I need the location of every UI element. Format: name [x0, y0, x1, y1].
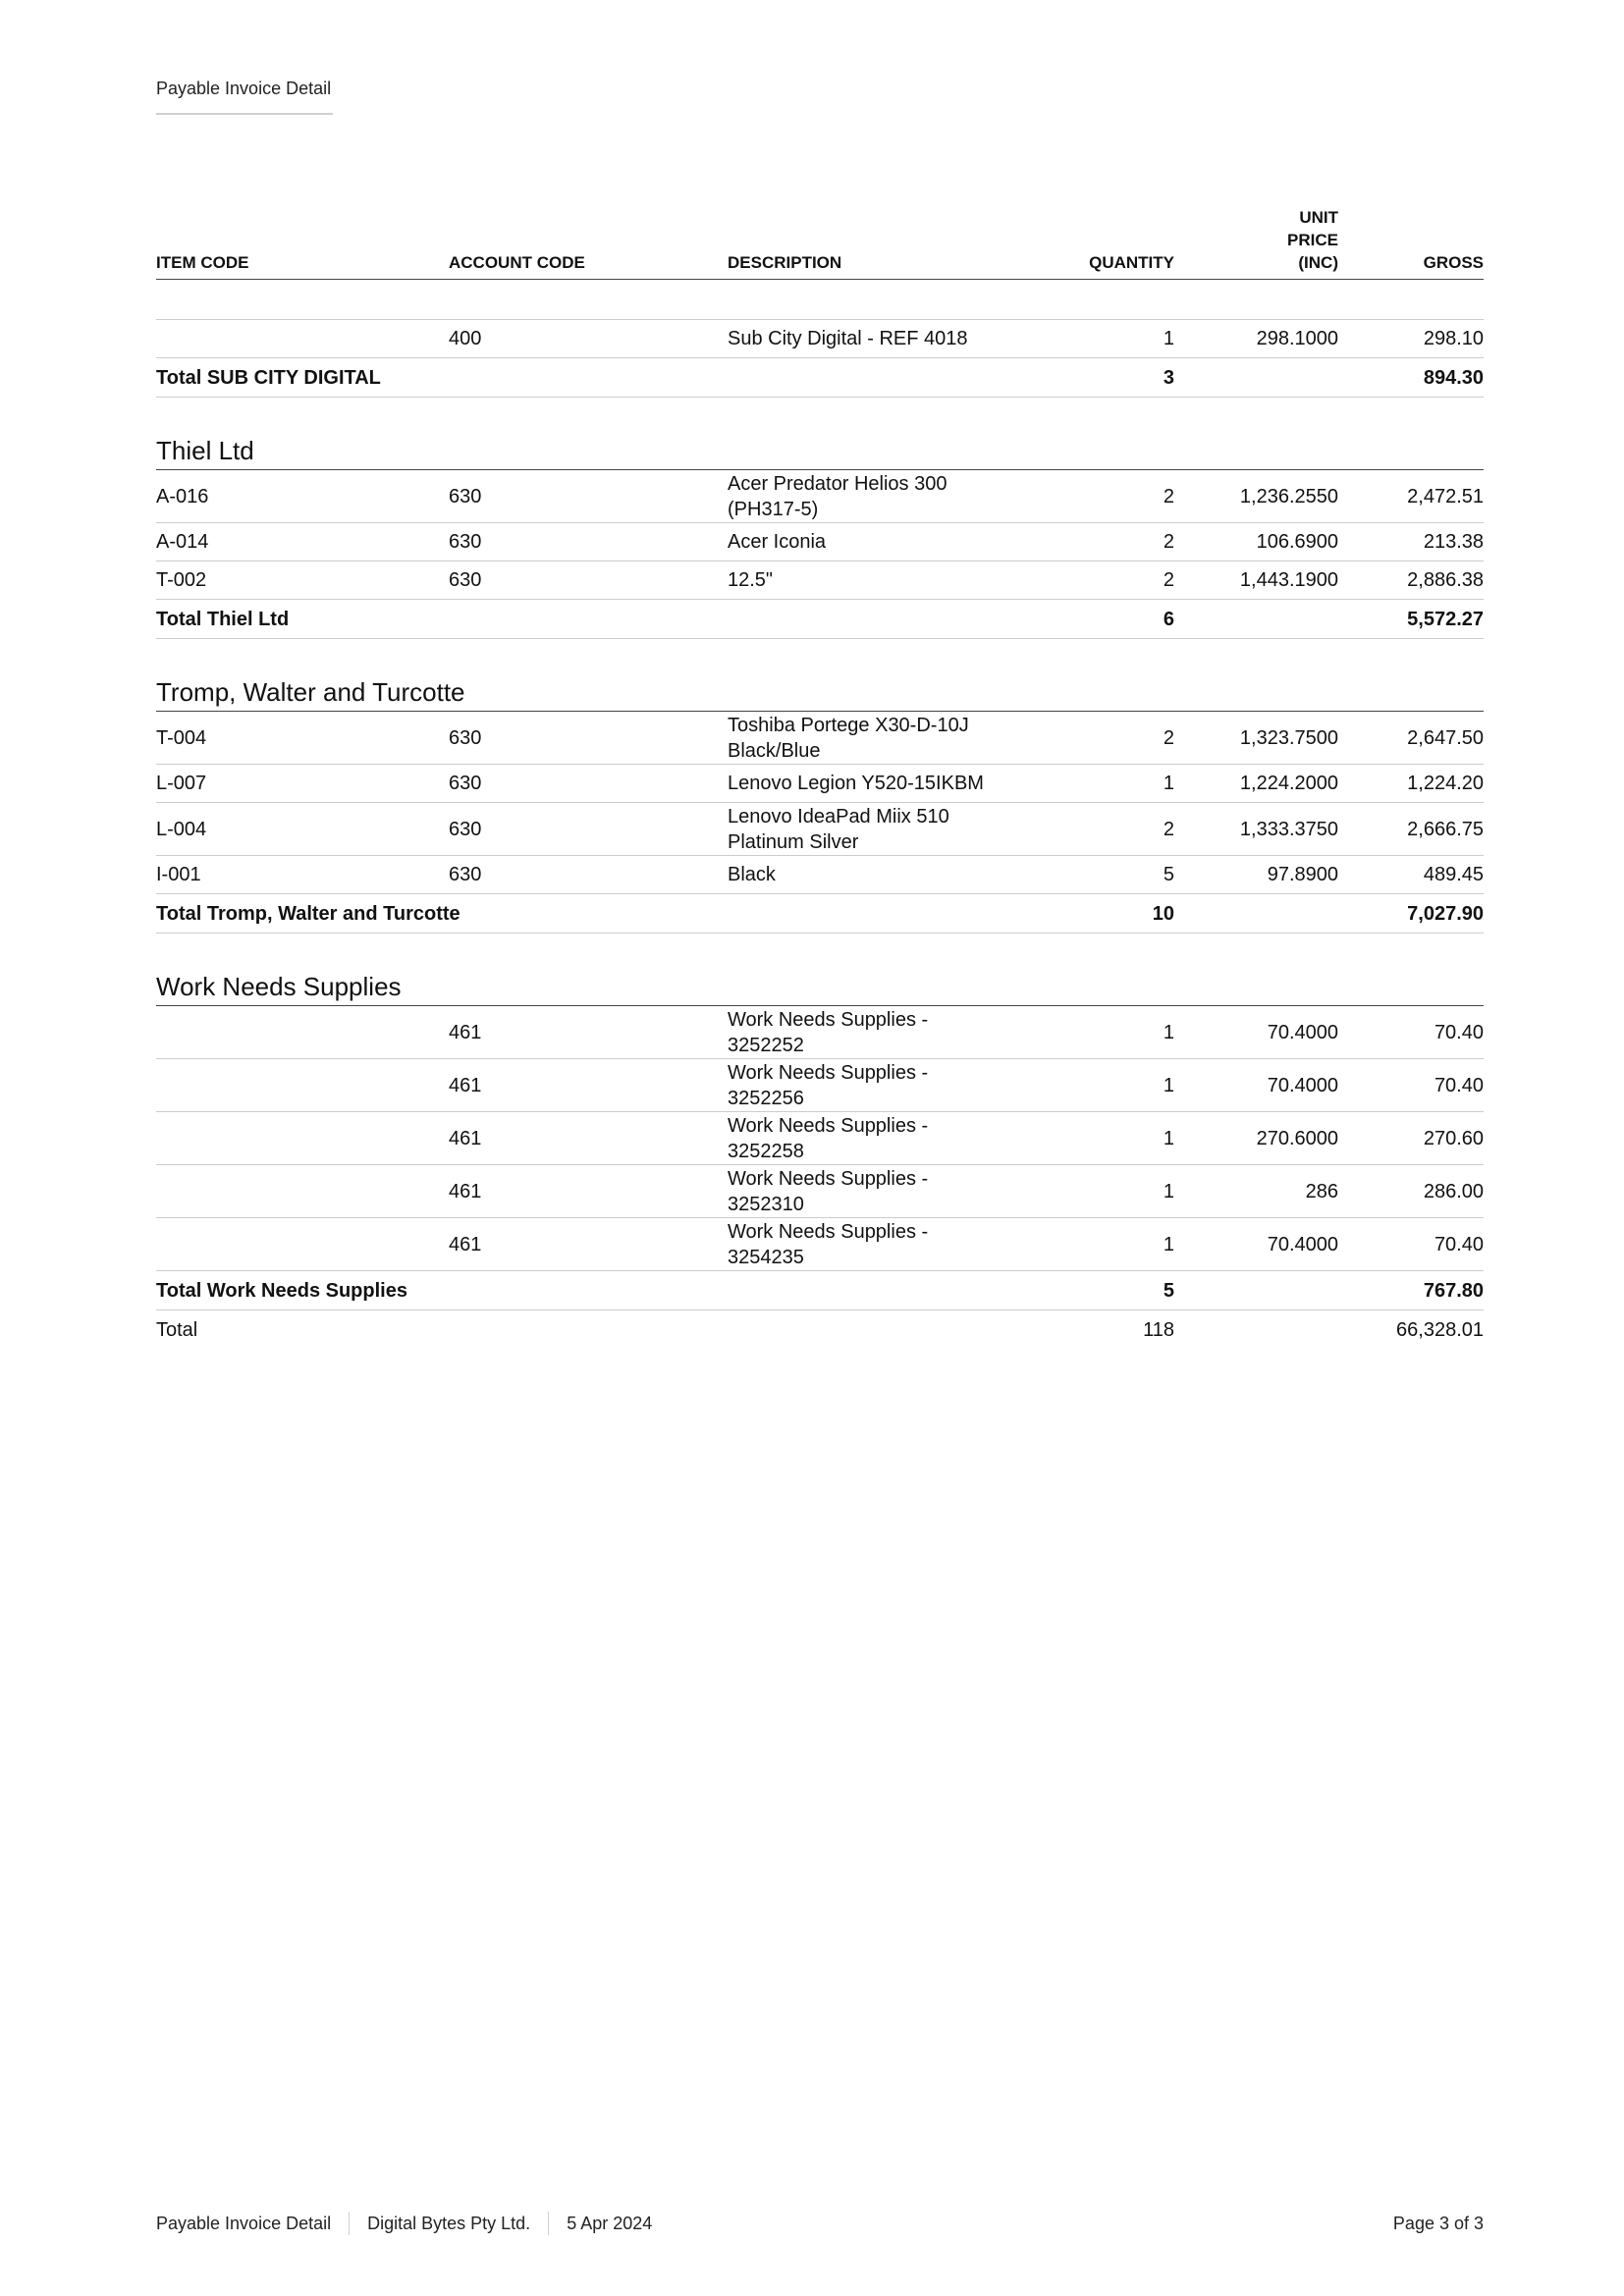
table-row — [156, 856, 1484, 894]
cell-unit-price: 70.4000 — [1174, 1218, 1338, 1271]
cell-account-code: 461 — [449, 1165, 728, 1218]
group-heading-row — [156, 433, 1484, 470]
grand-total-gross: 66,328.01 — [1396, 1319, 1484, 1341]
cell-unit-price: 70.4000 — [1174, 1006, 1338, 1059]
table-row — [156, 803, 1484, 856]
cell-gross: 489.45 — [1338, 856, 1484, 894]
cell-account-code: 461 — [449, 1112, 728, 1165]
total-gross: 5,572.27 — [1338, 600, 1484, 639]
cell-item-code — [156, 1006, 449, 1059]
cell-account-code: 630 — [449, 523, 728, 561]
cell-unit-price: 1,236.2550 — [1174, 470, 1338, 523]
cell-quantity: 1 — [1052, 320, 1174, 358]
cell-gross: 270.60 — [1338, 1112, 1484, 1165]
group-total-row — [156, 1271, 1484, 1310]
table-row — [156, 1112, 1484, 1165]
cell-account-code: 630 — [449, 765, 728, 803]
description-line2: 3252252 — [728, 1034, 804, 1056]
group-total-row — [156, 358, 1484, 398]
cell-quantity: 1 — [1052, 1218, 1174, 1271]
cell-quantity: 2 — [1052, 470, 1174, 523]
description-line2: Platinum Silver — [728, 830, 859, 853]
col-quantity: QUANTITY — [1052, 196, 1174, 280]
col-unit-price-line2: PRICE — [1287, 231, 1338, 250]
cell-quantity: 1 — [1052, 1165, 1174, 1218]
total-quantity: 6 — [1052, 600, 1174, 639]
cell-account-code: 400 — [449, 320, 728, 358]
footer-report-name: Payable Invoice Detail — [156, 2213, 332, 2233]
table-row — [156, 523, 1484, 561]
cell-description: Sub City Digital - REF 4018 — [728, 320, 1052, 358]
table-row — [156, 1218, 1484, 1271]
cell-item-code: I-001 — [156, 856, 449, 894]
col-description: DESCRIPTION — [728, 196, 1052, 280]
table-header-row — [156, 196, 1484, 280]
cell-unit-price: 1,323.7500 — [1174, 712, 1338, 765]
cell-quantity: 2 — [1052, 561, 1174, 600]
cell-unit-price: 70.4000 — [1174, 1059, 1338, 1112]
cell-quantity: 5 — [1052, 856, 1174, 894]
table-spacer-row — [156, 280, 1484, 320]
cell-account-code: 630 — [449, 561, 728, 600]
cell-unit-price: 97.8900 — [1174, 856, 1338, 894]
group-name: Tromp, Walter and Turcotte — [156, 674, 1484, 712]
cell-unit-price: 286 — [1174, 1165, 1338, 1218]
cell-quantity: 2 — [1052, 712, 1174, 765]
cell-gross: 213.38 — [1338, 523, 1484, 561]
total-gross: 894.30 — [1338, 358, 1484, 398]
description-line2: 3252310 — [728, 1193, 804, 1215]
description-line1: Work Needs Supplies - — [728, 1008, 929, 1031]
cell-item-code — [156, 1218, 449, 1271]
cell-item-code: A-014 — [156, 523, 449, 561]
cell-account-code: 461 — [449, 1059, 728, 1112]
description-line2: (PH317-5) — [728, 498, 819, 520]
total-label: Total Work Needs Supplies — [156, 1271, 1052, 1310]
table-row — [156, 561, 1484, 600]
cell-item-code — [156, 1165, 449, 1218]
cell-quantity: 2 — [1052, 803, 1174, 856]
table-row — [156, 1006, 1484, 1059]
description-line1: Acer Predator Helios 300 — [728, 472, 947, 495]
table-row — [156, 1165, 1484, 1218]
cell-quantity: 1 — [1052, 1059, 1174, 1112]
total-label: Total Tromp, Walter and Turcotte — [156, 894, 1052, 934]
header-underline — [156, 113, 333, 115]
group-total-row — [156, 894, 1484, 934]
cell-gross: 1,224.20 — [1338, 765, 1484, 803]
cell-item-code: T-002 — [156, 561, 449, 600]
grand-total-label: Total — [156, 1319, 198, 1341]
cell-description — [728, 1006, 1052, 1059]
cell-description — [728, 1059, 1052, 1112]
col-account-code: ACCOUNT CODE — [449, 196, 728, 280]
cell-unit-price: 106.6900 — [1174, 523, 1338, 561]
footer-divider — [349, 2212, 350, 2235]
description-line2: 3254235 — [728, 1246, 804, 1268]
col-unit-price-line3: (INC) — [1298, 253, 1338, 273]
table-row — [156, 470, 1484, 523]
cell-account-code: 461 — [449, 1218, 728, 1271]
col-unit-price — [1174, 196, 1338, 280]
total-quantity: 3 — [1052, 358, 1174, 398]
report-header — [156, 79, 333, 115]
cell-account-code: 630 — [449, 803, 728, 856]
total-gross: 7,027.90 — [1338, 894, 1484, 934]
footer-divider — [548, 2212, 549, 2235]
group-total-row — [156, 600, 1484, 639]
cell-description: 12.5" — [728, 561, 1052, 600]
group-heading-row — [156, 969, 1484, 1006]
total-label: Total Thiel Ltd — [156, 600, 1052, 639]
cell-item-code: L-007 — [156, 765, 449, 803]
cell-item-code — [156, 1112, 449, 1165]
total-gross: 767.80 — [1338, 1271, 1484, 1310]
grand-total-row — [156, 1310, 1484, 1351]
cell-quantity: 2 — [1052, 523, 1174, 561]
cell-unit-price: 298.1000 — [1174, 320, 1338, 358]
cell-quantity: 1 — [1052, 1006, 1174, 1059]
col-item-code: ITEM CODE — [156, 196, 449, 280]
footer-company: Digital Bytes Pty Ltd. — [367, 2213, 531, 2233]
cell-unit-price: 1,333.3750 — [1174, 803, 1338, 856]
description-line2: 3252256 — [728, 1087, 804, 1109]
cell-item-code: T-004 — [156, 712, 449, 765]
cell-description — [728, 1218, 1052, 1271]
group-name: Work Needs Supplies — [156, 969, 1484, 1006]
total-quantity: 10 — [1052, 894, 1174, 934]
footer-date: 5 Apr 2024 — [567, 2213, 653, 2233]
description-line1: Toshiba Portege X30-D-10J — [728, 714, 969, 736]
cell-gross: 70.40 — [1338, 1218, 1484, 1271]
footer-page-number: Page 3 of 3 — [1392, 2213, 1484, 2233]
cell-description: Black — [728, 856, 1052, 894]
cell-gross: 2,886.38 — [1338, 561, 1484, 600]
group-heading-row — [156, 674, 1484, 712]
description-line2: Black/Blue — [728, 739, 821, 762]
cell-account-code: 630 — [449, 470, 728, 523]
cell-unit-price: 1,224.2000 — [1174, 765, 1338, 803]
table-row — [156, 765, 1484, 803]
cell-gross: 70.40 — [1338, 1006, 1484, 1059]
cell-gross: 2,472.51 — [1338, 470, 1484, 523]
cell-description: Acer Iconia — [728, 523, 1052, 561]
cell-quantity: 1 — [1052, 1112, 1174, 1165]
cell-account-code: 461 — [449, 1006, 728, 1059]
cell-unit-price: 270.6000 — [1174, 1112, 1338, 1165]
cell-gross: 2,666.75 — [1338, 803, 1484, 856]
cell-gross: 2,647.50 — [1338, 712, 1484, 765]
cell-description — [728, 803, 1052, 856]
description-line1: Work Needs Supplies - — [728, 1220, 929, 1243]
table-row — [156, 1059, 1484, 1112]
cell-description — [728, 1112, 1052, 1165]
table-row — [156, 712, 1484, 765]
cell-item-code — [156, 1059, 449, 1112]
cell-account-code: 630 — [449, 856, 728, 894]
total-quantity: 5 — [1052, 1271, 1174, 1310]
col-gross: GROSS — [1338, 196, 1484, 280]
cell-gross: 298.10 — [1338, 320, 1484, 358]
cell-description: Lenovo Legion Y520-15IKBM — [728, 765, 1052, 803]
group-name: Thiel Ltd — [156, 433, 1484, 470]
cell-account-code: 630 — [449, 712, 728, 765]
invoice-table — [156, 196, 1484, 1350]
total-label: Total SUB CITY DIGITAL — [156, 358, 1052, 398]
page-footer — [156, 2212, 1484, 2235]
cell-item-code: A-016 — [156, 470, 449, 523]
cell-item-code — [156, 320, 449, 358]
report-title: Payable Invoice Detail — [156, 79, 332, 98]
table-row — [156, 320, 1484, 358]
description-line1: Work Needs Supplies - — [728, 1061, 929, 1084]
description-line1: Work Needs Supplies - — [728, 1114, 929, 1137]
cell-description — [728, 470, 1052, 523]
cell-description — [728, 1165, 1052, 1218]
description-line1: Lenovo IdeaPad Miix 510 — [728, 805, 949, 828]
cell-gross: 286.00 — [1338, 1165, 1484, 1218]
cell-item-code: L-004 — [156, 803, 449, 856]
description-line2: 3252258 — [728, 1140, 804, 1162]
col-unit-price-line1: UNIT — [1299, 208, 1338, 228]
grand-total-quantity: 118 — [1143, 1319, 1174, 1341]
cell-unit-price: 1,443.1900 — [1174, 561, 1338, 600]
description-line1: Work Needs Supplies - — [728, 1167, 929, 1190]
cell-quantity: 1 — [1052, 765, 1174, 803]
cell-description — [728, 712, 1052, 765]
cell-gross: 70.40 — [1338, 1059, 1484, 1112]
